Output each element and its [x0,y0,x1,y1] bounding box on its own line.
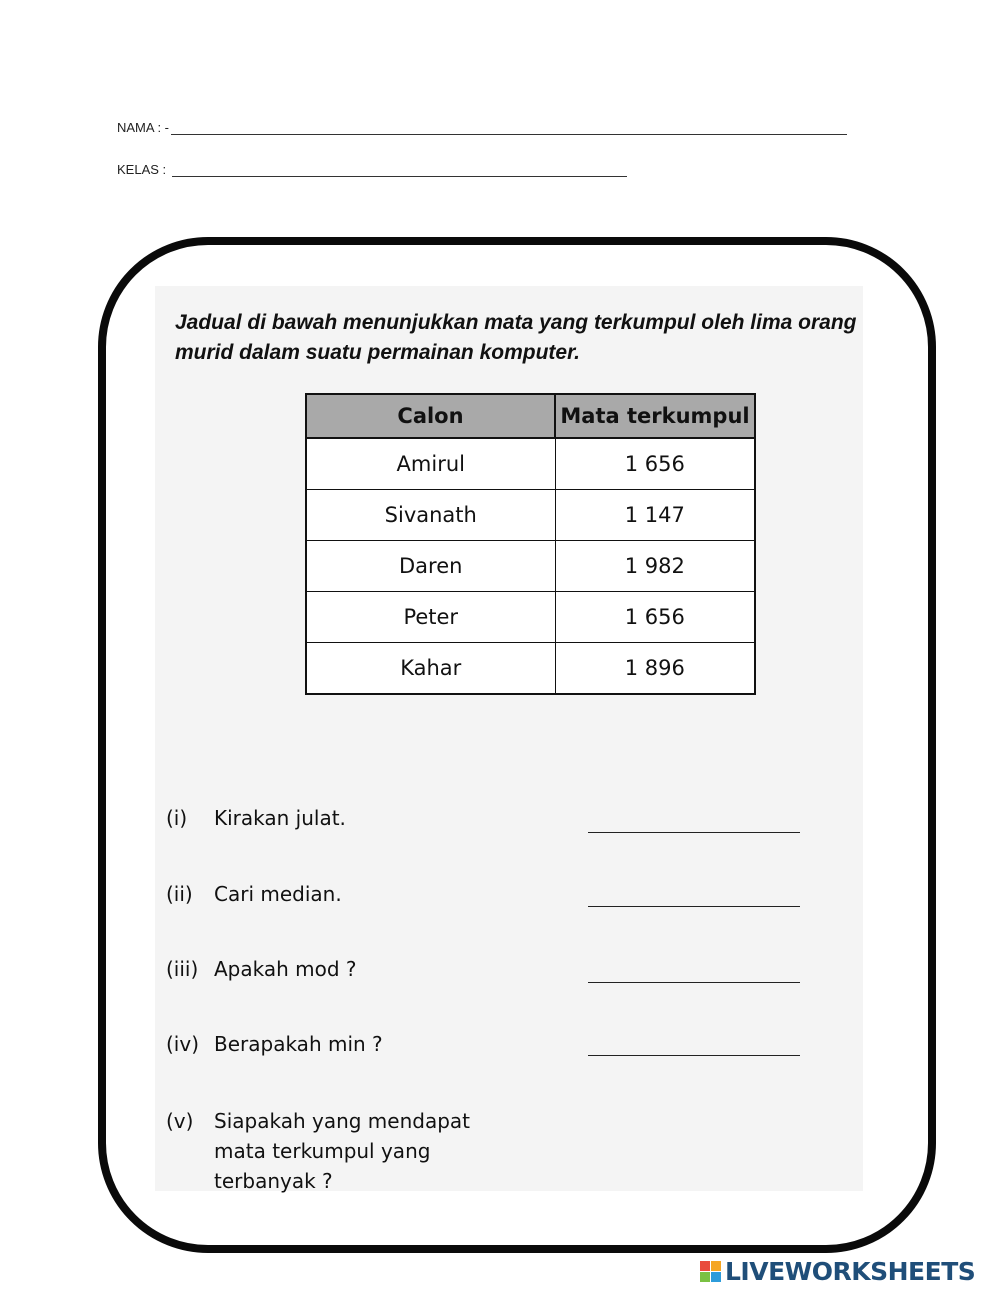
intro-text: Jadual di bawah menunjukkan mata yang terkumpul oleh lima orang murid dalam suatu permainan komputer. [175,311,857,364]
liveworksheets-logo-icon [700,1261,721,1282]
question-number: (iv) [166,1032,199,1056]
name-label: NAMA : - [117,120,170,135]
question-4 [166,1029,383,1059]
candidate-name: Amirul [306,438,555,490]
brand-name: LIVEWORKSHEETS [725,1256,976,1286]
table-row [306,490,755,541]
question-number: (ii) [166,882,193,906]
header-points: Mata terkumpul [555,394,755,438]
question-text: Berapakah min ? [214,1032,383,1056]
class-input-line[interactable] [172,164,627,177]
question-1 [166,803,346,833]
question-number: (v) [166,1109,194,1133]
question-text: Kirakan julat. [214,806,346,830]
question-5 [166,1106,514,1196]
table-header-row [306,394,755,438]
header-candidate: Calon [306,394,555,438]
candidate-name: Kahar [306,643,555,695]
candidate-name: Peter [306,592,555,643]
class-field [117,162,627,177]
table-row [306,438,755,490]
candidate-points: 1 147 [555,490,755,541]
candidate-name: Sivanath [306,490,555,541]
candidate-points: 1 896 [555,643,755,695]
question-text: Cari median. [214,882,342,906]
answer-line-2[interactable] [588,906,800,907]
name-field [117,120,847,135]
table-row [306,541,755,592]
table-row [306,592,755,643]
name-input-line[interactable] [171,122,847,135]
candidate-points: 1 656 [555,592,755,643]
liveworksheets-brand [700,1257,975,1285]
class-label: KELAS : [117,162,167,177]
candidate-name: Daren [306,541,555,592]
candidate-points: 1 656 [555,438,755,490]
answer-line-1[interactable] [588,832,800,833]
table-row [306,643,755,695]
candidate-points: 1 982 [555,541,755,592]
scores-table [305,393,756,695]
question-text: Siapakah yang mendapat mata terkumpul yang terbanyak ? [214,1109,471,1193]
question-number: (iii) [166,957,199,981]
question-2 [166,879,342,909]
question-3 [166,954,357,984]
question-number: (i) [166,806,188,830]
answer-line-3[interactable] [588,982,800,983]
answer-line-4[interactable] [588,1055,800,1056]
question-text: Apakah mod ? [214,957,357,981]
